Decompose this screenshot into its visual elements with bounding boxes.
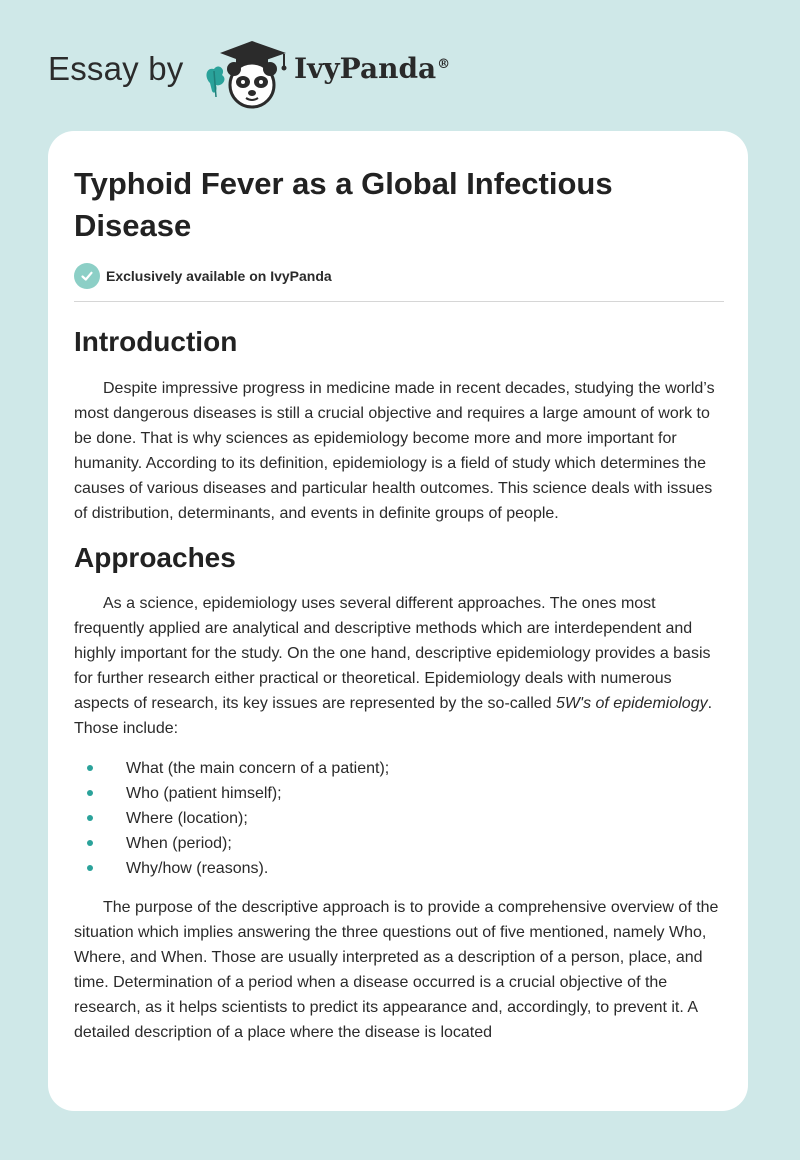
list-item-text: Where (location); xyxy=(126,810,248,827)
bullet-dot xyxy=(87,765,93,771)
section-heading-introduction: Introduction xyxy=(74,326,238,357)
bullet-dot xyxy=(87,865,93,871)
approaches-emphasis: 5W's of epidemiology xyxy=(556,695,708,712)
descriptive-approach-paragraph: The purpose of the descriptive approach is to provide a comprehensive overview of the situation which implies answering the three questions out of five mentioned, namely Who, Where, and When. Those are usually interpreted as a description of a person, place, and time. Determination of a period when a disease occurred is a crucial objective of the research, as it helps scientists to predict its appearance and, accordingly, to prevent it. A detailed description of a place where the disease is located xyxy=(74,899,719,1041)
approaches-paragraph xyxy=(74,591,724,741)
exclusive-badge xyxy=(74,263,724,289)
essay-content xyxy=(74,163,724,1045)
approaches-text-end: . Those include: xyxy=(74,695,713,737)
essay-title: Typhoid Fever as a Global Infectious Disease xyxy=(74,166,613,243)
list-item-text: When (period); xyxy=(126,835,232,852)
bullet-dot xyxy=(87,815,93,821)
site-header xyxy=(0,0,800,130)
list-item xyxy=(74,781,724,806)
list-item xyxy=(74,806,724,831)
bullet-dot xyxy=(87,840,93,846)
list-item xyxy=(74,856,724,881)
brand-name-text: IvyPanda xyxy=(294,52,437,85)
list-item-text: Why/how (reasons). xyxy=(126,860,269,877)
five-w-list xyxy=(74,756,724,881)
bullet-dot xyxy=(87,790,93,796)
approaches-text-start: As a science, epidemiology uses several different approaches. The ones most frequently applied are analytical and descriptive methods which are interdependent and highly important for the study. On the one hand, descriptive epidemiology provides a basis for further research either practical or theoretical. Epidemiology deals with numerous aspects of research, its key issues are represented by the so-called xyxy=(74,595,711,712)
brand-registered-mark: ® xyxy=(437,56,451,72)
title-divider xyxy=(74,301,724,302)
list-item xyxy=(74,831,724,856)
list-item xyxy=(74,756,724,781)
exclusive-label: Exclusively available on IvyPanda xyxy=(106,268,332,284)
introduction-paragraph: Despite impressive progress in medicine made in recent decades, studying the world’s most dangerous diseases is still a crucial objective and requires a large amount of work to be done. That is why sciences as epidemiology become more and more important for humanity. According to its definition, epidemiology is a field of study which determines the causes of various diseases and particular health outcomes. This science deals with issues of distribution, determinants, and events in definite groups of people. xyxy=(74,380,715,522)
section-heading-approaches: Approaches xyxy=(74,542,236,573)
brand-prefix: Essay by xyxy=(48,50,184,87)
brand-name[interactable] xyxy=(294,52,450,85)
essay-card xyxy=(48,131,748,1111)
check-icon xyxy=(74,263,100,289)
list-item-text: What (the main concern of a patient); xyxy=(126,760,390,777)
list-item-text: Who (patient himself); xyxy=(126,785,282,802)
panda-graduation-cap-icon[interactable] xyxy=(200,35,295,110)
